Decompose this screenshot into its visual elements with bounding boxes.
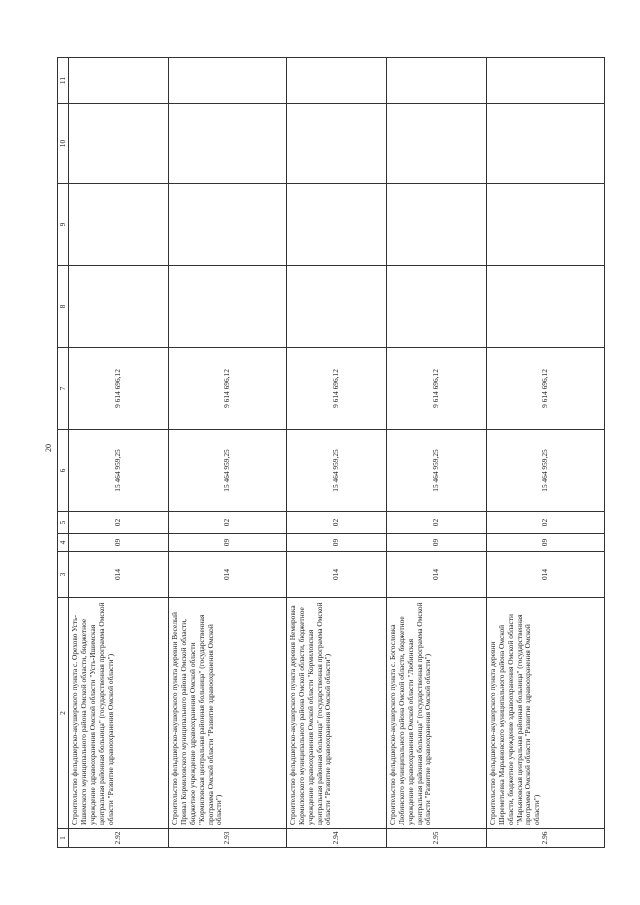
column-number: 10 bbox=[58, 104, 69, 184]
col11-amount bbox=[169, 58, 287, 104]
col6-amount: 15 464 959,25 bbox=[169, 430, 287, 512]
table-row bbox=[486, 58, 604, 848]
column-number: 6 bbox=[58, 430, 69, 512]
table-row bbox=[286, 58, 386, 848]
col4-value: 09 bbox=[286, 534, 386, 552]
col5-value: 02 bbox=[286, 512, 386, 534]
col8-amount bbox=[486, 266, 604, 348]
row-index: 2.94 bbox=[286, 829, 386, 848]
page-number: 20 bbox=[44, 444, 53, 452]
col9-amount bbox=[286, 184, 386, 266]
col10-amount bbox=[69, 104, 169, 184]
col6-amount: 15 464 959,25 bbox=[386, 430, 486, 512]
col8-amount bbox=[69, 266, 169, 348]
row-index: 2.93 bbox=[169, 829, 287, 848]
column-number-row bbox=[58, 58, 69, 848]
col9-amount bbox=[169, 184, 287, 266]
col7-amount: 9 614 696,12 bbox=[386, 348, 486, 430]
col8-amount bbox=[386, 266, 486, 348]
col5-value: 02 bbox=[486, 512, 604, 534]
col3-value: 014 bbox=[286, 552, 386, 598]
column-number: 11 bbox=[58, 58, 69, 104]
col4-value: 09 bbox=[169, 534, 287, 552]
column-number: 7 bbox=[58, 348, 69, 430]
col4-value: 09 bbox=[69, 534, 169, 552]
column-number: 8 bbox=[58, 266, 69, 348]
col9-amount bbox=[69, 184, 169, 266]
col11-amount bbox=[386, 58, 486, 104]
rotated-table-container bbox=[57, 58, 605, 848]
col10-amount bbox=[169, 104, 287, 184]
col8-amount bbox=[169, 266, 287, 348]
object-name: Строительство фельдшерско-акушерского пункта с. Орехово Усть-Ишимского муниципального района Омской области, бюджетное учреждение здравоохранения Омской области "Усть-Ишимская центральная районная больница" (государственная программа Омской области "Развитие здравоохранения Омской области") bbox=[69, 598, 169, 829]
col4-value: 09 bbox=[386, 534, 486, 552]
col6-amount: 15 464 959,25 bbox=[486, 430, 604, 512]
col11-amount bbox=[69, 58, 169, 104]
column-number: 2 bbox=[58, 598, 69, 829]
col3-value: 014 bbox=[69, 552, 169, 598]
col4-value: 09 bbox=[486, 534, 604, 552]
column-number: 1 bbox=[58, 829, 69, 848]
col3-value: 014 bbox=[169, 552, 287, 598]
column-number: 4 bbox=[58, 534, 69, 552]
column-number: 9 bbox=[58, 184, 69, 266]
budget-table bbox=[57, 57, 605, 848]
row-index: 2.96 bbox=[486, 829, 604, 848]
col9-amount bbox=[386, 184, 486, 266]
col5-value: 02 bbox=[69, 512, 169, 534]
column-number: 5 bbox=[58, 512, 69, 534]
col11-amount bbox=[286, 58, 386, 104]
col7-amount: 9 614 696,12 bbox=[69, 348, 169, 430]
object-name: Строительство фельдшерско-акушерского пункта деревни Веселый Привал Кормиловского муниципального района Омской области, бюджетное учреждение здравоохранения Омской области "Кормиловская центральная районная больница" (государственная программа Омской области "Развитие здравоохранения Омской области") bbox=[169, 598, 287, 829]
col10-amount bbox=[386, 104, 486, 184]
table-row bbox=[69, 58, 169, 848]
col10-amount bbox=[286, 104, 386, 184]
col3-value: 014 bbox=[386, 552, 486, 598]
row-index: 2.92 bbox=[69, 829, 169, 848]
row-index: 2.95 bbox=[386, 829, 486, 848]
col6-amount: 15 464 959,25 bbox=[69, 430, 169, 512]
col7-amount: 9 614 696,12 bbox=[286, 348, 386, 430]
col10-amount bbox=[486, 104, 604, 184]
col7-amount: 9 614 696,12 bbox=[486, 348, 604, 430]
col5-value: 02 bbox=[386, 512, 486, 534]
object-name: Строительство фельдшерско-акушерского пункта деревня Немировка Кормиловского муниципального района Омской области, бюджетное учреждение здравоохранения Омской области "Кормиловская центральная районная больница" (государственная программа Омской области "Развитие здравоохранения Омской области") bbox=[286, 598, 386, 829]
table-row bbox=[169, 58, 287, 848]
col3-value: 014 bbox=[486, 552, 604, 598]
object-name: Строительство фельдшерско-акушерского пункта с. Богословка Любинского муниципального района Омской области, бюджетное учреждение здравоохранения Омской области "Любинская центральная районная больница" (государственная программа Омской области "Развитие здравоохранения Омской области") bbox=[386, 598, 486, 829]
table-row bbox=[386, 58, 486, 848]
col7-amount: 9 614 696,12 bbox=[169, 348, 287, 430]
col5-value: 02 bbox=[169, 512, 287, 534]
object-name: Строительство фельдшерско-акушерского пункта деревни Шереметьевка Марьяновского муниципального района Омской области, бюджетное учреждение здравоохранения Омской области "Марьяновская центральная районная больница" (государственная программа Омской области "Развитие здравоохранения Омской области") bbox=[486, 598, 604, 829]
col6-amount: 15 464 959,25 bbox=[286, 430, 386, 512]
col8-amount bbox=[286, 266, 386, 348]
column-number: 3 bbox=[58, 552, 69, 598]
col11-amount bbox=[486, 58, 604, 104]
col9-amount bbox=[486, 184, 604, 266]
